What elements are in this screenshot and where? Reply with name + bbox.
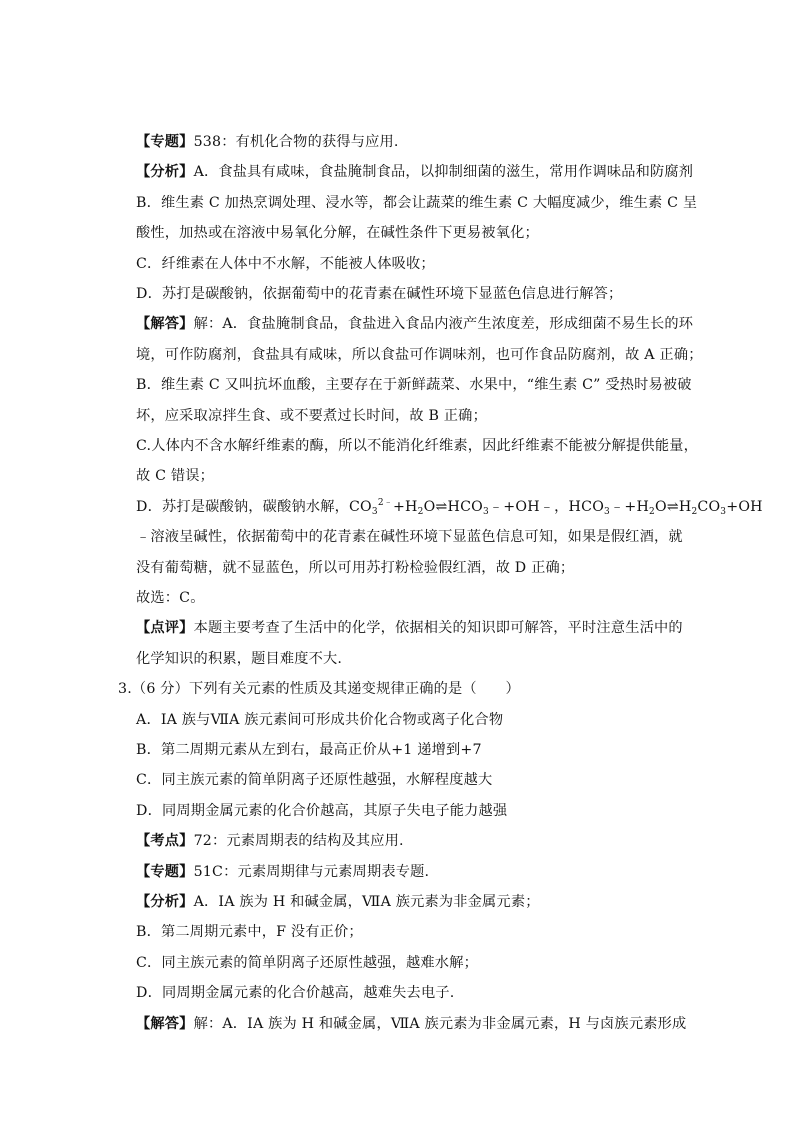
text-line	[136, 710, 676, 730]
line-text: C．同主族元素的简单阴离子还原性越强，水解程度越大	[136, 772, 493, 789]
line-text: 解：A．ⅠA 族为 H 和碱金属，ⅦA 族元素为非金属元素，H 与卤族元素形成	[193, 1015, 687, 1032]
text-line	[136, 770, 676, 790]
section-tag: 【解答】	[136, 316, 194, 333]
line-text: A．食盐具有咸味，食盐腌制食品，以抑制细菌的滋生，常用作调味品和防腐剂	[193, 164, 694, 181]
text-line	[136, 193, 698, 213]
line-text: 本题主要考查了生活中的化学，依据相关的知识即可解答，平时注意生活中的	[193, 620, 683, 637]
equation-part: 3	[371, 506, 378, 517]
line-text: 51C：元素周期律与元素周期表专题.	[193, 863, 430, 880]
equation-part: O⇌H	[654, 498, 692, 515]
section-tag: 【专题】	[136, 134, 194, 150]
text-line	[136, 740, 676, 760]
text-line	[136, 254, 676, 274]
equation-part: 2	[417, 506, 424, 517]
equation-part: ﹣+H	[609, 498, 650, 515]
text-line	[136, 466, 676, 486]
line-text: A．ⅠA 族与ⅦA 族元素间可形成共价化合物或离子化合物	[136, 711, 504, 728]
line-text: C．纤维素在人体中不水解，不能被人体吸收；	[136, 255, 435, 272]
line-text: 72：元素周期表的结构及其应用.	[193, 833, 404, 850]
line-text: D．同周期金属元素的化合价越高，其原子失电子能力越强	[136, 802, 508, 819]
line-text: 酸性，加热或在溶液中易氧化分解，在碱性条件下更易被氧化；	[136, 225, 539, 242]
equation-part: 2﹣	[377, 497, 393, 508]
text-line	[136, 284, 676, 304]
equation-part: CO	[697, 498, 721, 515]
section-tag: 【分析】	[136, 894, 194, 910]
text-line	[136, 223, 676, 243]
text-line	[136, 862, 676, 882]
equation-part: +H	[392, 498, 418, 515]
text-line	[136, 162, 694, 182]
line-text: B．维生素 C 又叫抗坏血酸，主要存在于新鲜蔬菜、水果中，“维生素 C” 受热时易被破	[136, 377, 692, 394]
equation-part: 3	[482, 506, 489, 517]
line-text: 坏，应采取凉拌生食、或不要煮过长时间，故 B 正确；	[136, 407, 487, 424]
text-line	[136, 314, 694, 334]
text-line	[136, 375, 692, 395]
text-line	[136, 527, 683, 547]
text-line	[136, 953, 676, 973]
line-text: 3.（6 分）下列有关元素的性质及其递变规律正确的是（ ）	[118, 681, 520, 698]
equation-part: 3	[720, 506, 727, 517]
text-line	[136, 649, 676, 669]
text-line	[136, 345, 703, 365]
text-line	[136, 132, 676, 152]
line-text: C．同主族元素的简单阴离子还原性越强，越难水解；	[136, 954, 478, 971]
section-tag: 【考点】	[136, 833, 194, 850]
line-text: 故 C 错误；	[136, 468, 215, 485]
equation-part: +OH	[726, 498, 763, 515]
text-line	[136, 1014, 687, 1034]
equation-part: 3	[604, 506, 610, 517]
line-text: 538：有机化合物的获得与应用.	[193, 134, 399, 150]
text-line	[136, 497, 763, 517]
equation-part: 2	[649, 506, 655, 517]
line-text: B．维生素 C 加热烹调处理、浸水等，都会让蔬菜的维生素 C 大幅度减少，维生素 C 呈	[136, 194, 698, 211]
equation-part: ﹣+OH﹣，HCO	[488, 498, 605, 515]
section-tag: 【解答】	[136, 1015, 194, 1032]
text-line	[136, 892, 676, 912]
line-text: D．同周期金属元素的化合价越高，越难失去电子.	[136, 985, 455, 1002]
line-text: 解：A．食盐腌制食品，食盐进入食品内液产生浓度差，形成细菌不易生长的环	[193, 316, 694, 333]
line-text: B．第二周期元素中，F 没有正价；	[136, 924, 363, 941]
section-tag: 【专题】	[136, 863, 194, 880]
line-text: 境，可作防腐剂，食盐具有咸味，所以食盐可作调味剂，也可作食品防腐剂，故 A 正确；	[136, 346, 703, 363]
section-tag: 【分析】	[136, 164, 194, 181]
text-line	[136, 922, 676, 942]
text-line	[136, 436, 698, 456]
line-text: 故选：C。	[136, 590, 205, 606]
line-text: A．ⅠA 族为 H 和碱金属，ⅦA 族元素为非金属元素；	[193, 894, 540, 910]
text-line	[136, 618, 683, 638]
text-line	[136, 801, 676, 821]
line-text: ﹣溶液呈碱性，依据葡萄中的花青素在碱性环境下显蓝色信息可知，如果是假红酒，就	[136, 529, 683, 546]
line-text: 化学知识的积累，题目难度不大.	[136, 650, 343, 667]
equation-part: D．苏打是碳酸钠，碳酸钠水解，CO	[136, 498, 372, 515]
text-line	[136, 588, 676, 608]
line-text: D．苏打是碳酸钠，依据葡萄中的花青素在碱性环境下显蓝色信息进行解答；	[136, 286, 623, 302]
line-text: C.人体内不含水解纤维素的酶，所以不能消化纤维素，因此纤维素不能被分解提供能量，	[136, 438, 698, 454]
section-tag: 【点评】	[136, 620, 194, 637]
line-text: B．第二周期元素从左到右，最高正价从+1 递增到+7	[136, 742, 482, 758]
text-line	[136, 983, 676, 1003]
question-line	[118, 679, 658, 699]
equation-part: O⇌HCO	[423, 498, 483, 515]
text-line	[136, 558, 676, 578]
equation-part: 2	[691, 506, 698, 517]
text-line	[136, 406, 676, 426]
text-line	[136, 831, 676, 851]
line-text: 没有葡萄糖，就不显蓝色，所以可用苏打粉检验假红酒，故 D 正确；	[136, 559, 575, 576]
